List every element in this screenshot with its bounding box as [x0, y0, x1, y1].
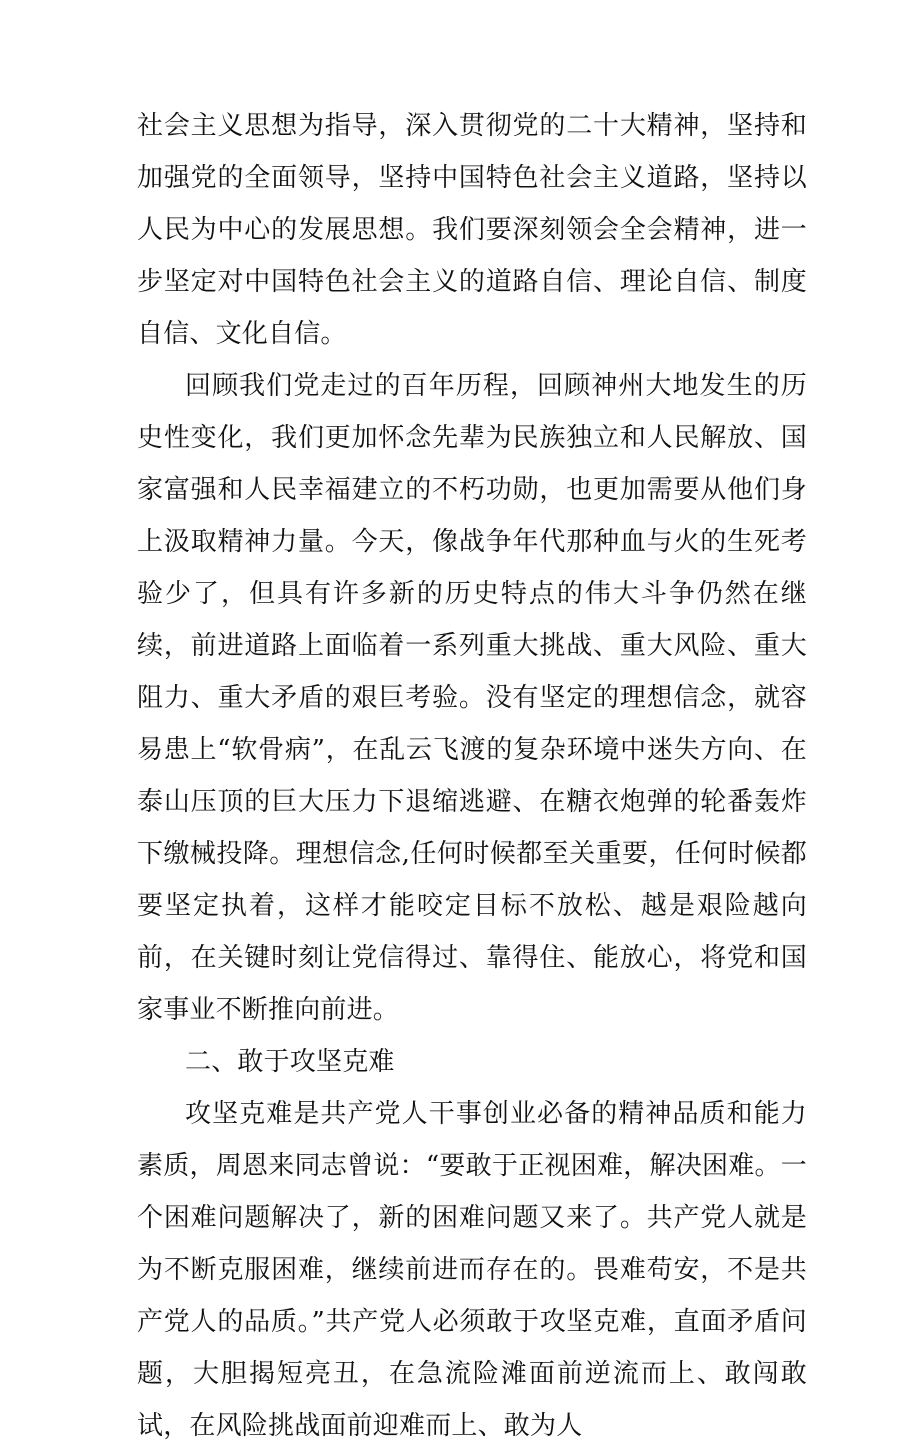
- document-body: [137, 100, 807, 1452]
- section-heading: 二、敢于攻坚克难: [185, 1047, 395, 1077]
- paragraph-history: 回顾我们党走过的百年历程，回顾神州大地发生的历史性变化，我们更加怀念先辈为民族独立和人民解放、国家富强和人民幸福建立的不朽功勋，也更加需要从他们身上汲取精神力量。今天，像战争年代那种血与火的生死考验少了，但具有许多新的历史特点的伟大斗争仍然在继续，前进道路上面临着一系列重大挑战、重大风险、重大阻力、重大矛盾的艰巨考验。没有坚定的理想信念，就容易患上“软骨病”，在乱云飞渡的复杂环境中迷失方向、在泰山压顶的巨大压力下退缩逃避、在糖衣炮弹的轮番轰炸下缴械投降。理想信念,任何时候都至关重要，任何时候都要坚定执着，这样才能咬定目标不放松、越是艰险越向前，在关键时刻让党信得过、靠得住、能放心，将党和国家事业不断推向前进。: [137, 371, 807, 1025]
- paragraph-continuation: 社会主义思想为指导，深入贯彻党的二十大精神，坚持和加强党的全面领导，坚持中国特色社会主义道路，坚持以人民为中心的发展思想。我们要深刻领会全会精神，进一步坚定对中国特色社会主义的道路自信、理论自信、制度自信、文化自信。: [137, 111, 807, 349]
- paragraph-overcome-difficulties: 攻坚克难是共产党人干事创业必备的精神品质和能力素质，周恩来同志曾说：“要敢于正视困难，解决困难。一个困难问题解决了，新的困难问题又来了。共产党人就是为不断克服困难，继续前进而存在的。畏难苟安，不是共产党人的品质。”共产党人必须敢于攻坚克难，直面矛盾问题，大胆揭短亮丑，在急流险滩面前逆流而上、敢闯敢试，在风险挑战面前迎难而上、敢为人: [137, 1099, 807, 1441]
